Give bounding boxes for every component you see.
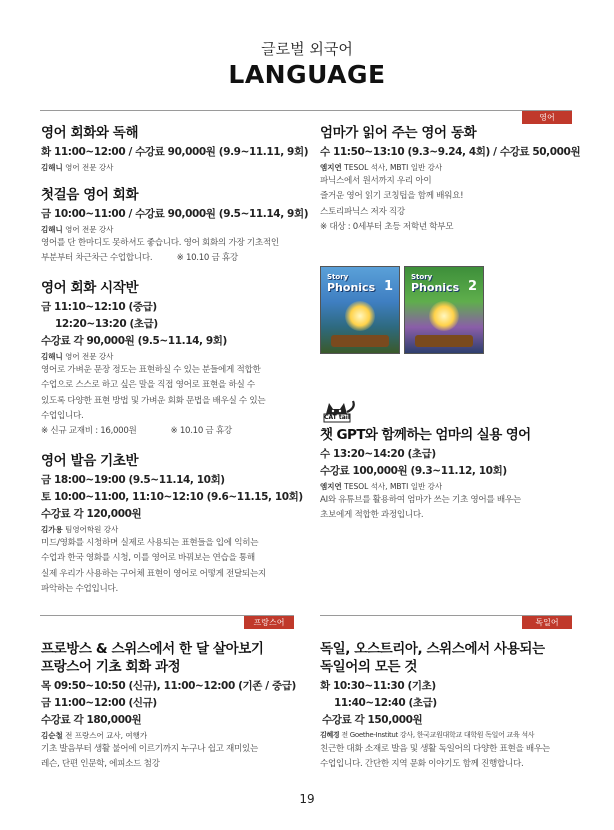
page-number: 19 — [299, 792, 315, 806]
course-instructor — [41, 223, 303, 236]
instructor-name: 김순철 — [41, 731, 63, 740]
course-desc-line: 있도록 다양한 표현 방법 및 가벼운 회화 문법을 배우실 수 있는 — [41, 395, 266, 406]
course-french — [41, 640, 303, 773]
course-desc-line: 기초 발음부터 생활 불어에 이르기까지 누구나 쉽고 재미있는 — [41, 744, 259, 754]
instructor-role: 전 프랑스어 교사, 여행가 — [65, 731, 148, 740]
course-title: 영어 회화와 독해 — [41, 125, 139, 141]
course-instructor — [41, 729, 303, 742]
left-column — [41, 124, 309, 597]
instructor-role: 영어 전문 강사 — [65, 351, 114, 361]
course-title-line: 프랑스어 기초 회화 과정 — [41, 659, 181, 675]
cat-tail-logo — [320, 398, 360, 424]
section-kicker: 글로벌 외국어 — [261, 40, 353, 58]
english-tag: 영어 — [522, 111, 572, 124]
course-desc-line: 수업입니다. — [41, 411, 84, 422]
course-desc-line: ※ 대상 : 0세부터 초등 저학년 학부모 — [320, 222, 454, 233]
course-desc-line: 초보에게 적합한 과정입니다. — [320, 510, 424, 521]
course-desc-line: 레슨, 단편 인문학, 에피소드 첨강 — [41, 759, 160, 770]
course-title: 첫걸음 영어 회화 — [41, 187, 139, 203]
course-instructor — [320, 480, 582, 493]
course-title: 엄마가 읽어 주는 영어 동화 — [320, 125, 477, 141]
magic-light-illustration — [429, 301, 459, 331]
course-meta: 12:20~13:20 (초급) — [55, 317, 158, 330]
instructor-name: 엠지연 — [320, 163, 342, 172]
course-english-starter — [41, 279, 303, 440]
course-meta: 수 13:20~14:20 (초급) — [320, 448, 436, 460]
course-meta: 목 09:50~10:50 (신규), 11:00~12:00 (기존 / 중급) — [41, 680, 296, 692]
course-desc-line: 수업입니다. 간단한 지역 문화 이야기도 함께 진행합니다. — [320, 759, 524, 770]
instructor-name: 김해니 — [41, 163, 63, 172]
instructor-role: TESOL 석사, MBTI 일반 강사 — [344, 482, 443, 491]
course-desc-line: 부분부터 차근차근 수업합니다. ※ 10.10 금 휴강 — [41, 253, 238, 264]
book-number: 1 — [383, 279, 393, 294]
magic-light-illustration — [345, 301, 375, 331]
course-instructor — [41, 350, 303, 363]
right-column-chatgpt — [320, 426, 582, 524]
course-title-line: 프로방스 & 스위스에서 한 달 살아보기 — [41, 641, 264, 657]
course-meta: 수 11:50~13:10 (9.3~9.24, 4회) / 수강료 50,000원 — [320, 146, 581, 158]
course-meta: 금 11:10~12:10 (중급) — [41, 300, 157, 313]
book-number: 2 — [467, 279, 477, 294]
course-meta: 금 18:00~19:00 (9.5~11.14, 10회) — [41, 473, 225, 486]
page-title: LANGUAGE — [228, 60, 386, 89]
course-desc-line: 미드/영화를 시청하며 실제로 사용되는 표현들을 입에 익히는 — [41, 537, 259, 548]
course-instructor — [320, 161, 582, 174]
course-meta: 수강료 100,000원 (9.3~11.12, 10회) — [320, 465, 507, 477]
course-title: 영어 발음 기초반 — [41, 452, 139, 469]
phonics-book-1-cover — [320, 266, 400, 354]
instructor-name: 김해니 — [41, 351, 63, 361]
course-desc-line: 파악하는 수업입니다. — [41, 584, 118, 595]
book-title: Story Phonics — [327, 273, 376, 294]
course-meta: 화 10:30~11:30 (기초) — [320, 680, 436, 692]
course-title: 챗 GPT와 함께하는 엄마의 실용 영어 — [320, 427, 531, 443]
course-desc-line: 영어로 가벼운 문장 정도는 표현하실 수 있는 분들에게 적합한 — [41, 364, 261, 375]
course-meta: 수강료 각 120,000원 — [41, 507, 142, 520]
cat-logo-text: CAT tail — [324, 414, 350, 421]
phonics-book-2-cover — [404, 266, 484, 354]
course-meta: 화 11:00~12:00 / 수강료 90,000원 (9.9~11.11, 9회) — [41, 146, 309, 158]
course-meta: 수강료 각 150,000원 — [322, 714, 423, 726]
open-book-illustration — [415, 335, 473, 347]
course-first-step-english — [41, 186, 309, 267]
instructor-name: 김가용 — [41, 524, 63, 534]
book-title: Story Phonics — [411, 273, 460, 294]
course-desc-line: 실제 우리가 사용하는 구어체 표현이 영어로 어떻게 전달되는지 — [41, 568, 267, 579]
course-desc-line: AI와 유튜브를 활용하여 엄마가 쓰는 기초 영어를 배우는 — [320, 495, 521, 505]
course-instructor — [41, 523, 303, 536]
course-title: 영어 회화 시작반 — [41, 279, 139, 296]
german-tag: 독일어 — [522, 616, 572, 629]
course-meta: 금 10:00~11:00 / 수강료 90,000원 (9.5~11.14, 9회) — [41, 208, 309, 220]
course-english-conversation-reading — [41, 124, 309, 174]
course-title-line: 독일, 오스트리아, 스위스에서 사용되는 — [320, 641, 545, 657]
instructor-role: 영어 전문 강사 — [65, 225, 114, 234]
course-desc-line: 파닉스에서 원서까지 우리 아이 — [320, 176, 432, 186]
french-tag: 프랑스어 — [244, 616, 294, 629]
course-meta: 11:40~12:40 (초급) — [334, 697, 437, 709]
instructor-role: 전 Goethe-Institut 강사, 한국교원대학교 대학원 독일어 교육 석사 — [341, 731, 535, 739]
course-desc-line: 수업으로 스스로 하고 싶은 말을 직접 영어로 표현을 하실 수 — [41, 380, 255, 391]
course-instructor — [41, 161, 303, 174]
course-title-line: 독일어의 모든 것 — [320, 659, 418, 675]
course-meta: 수강료 각 180,000원 — [41, 714, 142, 726]
instructor-role: 영어 전문 강사 — [65, 163, 114, 172]
instructor-name: 김해니 — [41, 225, 63, 234]
course-desc-line: 스토리파닉스 저자 직강 — [320, 206, 405, 217]
course-meta: 수강료 각 90,000원 (9.5~11.14, 9회) — [41, 334, 227, 347]
course-german — [320, 640, 582, 773]
course-desc-line: 친근한 대화 소재로 발음 및 생활 독일어의 다양한 표현을 배우는 — [320, 744, 550, 754]
course-desc-line: 수업과 한국 영화를 시청, 이를 영어로 바꿔보는 연습을 통해 — [41, 553, 255, 564]
instructor-role: 팀영어학원 강사 — [65, 524, 119, 534]
course-desc-line: 즐거운 영어 읽기 코칭팁을 함께 배워요! — [320, 191, 464, 202]
instructor-role: TESOL 석사, MBTI 일반 강사 — [344, 163, 443, 172]
right-column-storybook — [320, 124, 582, 236]
course-instructor — [320, 729, 582, 742]
open-book-illustration — [331, 335, 389, 347]
course-desc-line: 영어를 단 한마디도 못하셔도 좋습니다. 영어 회화의 가장 기초적인 — [41, 238, 279, 248]
course-desc-line: ※ 신규 교재비 : 16,000원 ※ 10.10 금 휴강 — [41, 426, 232, 437]
top-divider — [40, 110, 572, 111]
instructor-name: 김혜경 — [320, 731, 340, 739]
instructor-name: 엠지연 — [320, 482, 342, 491]
course-meta: 금 11:00~12:00 (신규) — [41, 697, 157, 709]
course-meta: 토 10:00~11:00, 11:10~12:10 (9.6~11.15, 10회) — [41, 490, 303, 503]
course-english-pronunciation — [41, 452, 303, 598]
